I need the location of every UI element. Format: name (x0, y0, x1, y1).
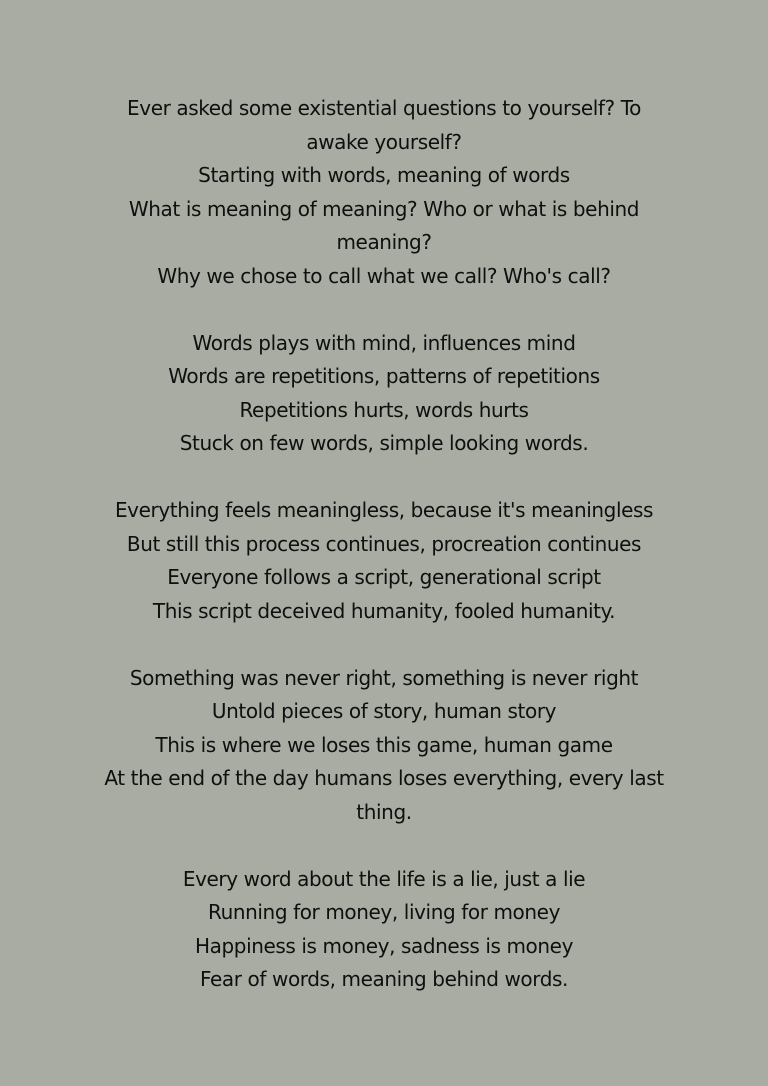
poem-line: Why we chose to call what we call? Who's call? (157, 263, 611, 288)
stanza-1 (104, 92, 664, 293)
stanza-5 (104, 863, 664, 997)
stanza-3 (104, 494, 664, 628)
stanza-2 (104, 327, 664, 461)
poem-line: Every word about the life is a lie, just a lie (182, 866, 586, 891)
poem-line: This script deceived humanity, fooled humanity. (152, 598, 616, 623)
poem-line: This is where we loses this game, human game (155, 732, 613, 757)
poem-line: Happiness is money, sadness is money (194, 933, 574, 958)
stanza-4 (104, 662, 664, 830)
poem-line: At the end of the day humans loses everything, every last thing. (104, 766, 664, 824)
poem-line: Ever asked some existential questions to yourself? To awake yourself? (127, 96, 641, 154)
poem-line: But still this process continues, procreation continues (126, 531, 642, 556)
poem-line: Stuck on few words, simple looking words. (179, 431, 589, 455)
poem-line: Running for money, living for money (207, 900, 561, 924)
poem-line: Something was never right, something is never right (129, 665, 639, 690)
poem-line: Untold pieces of story, human story (211, 699, 557, 723)
poem-line: Words are repetitions, patterns of repetitions (168, 364, 600, 388)
poem-line: What is meaning of meaning? Who or what is behind meaning? (128, 196, 640, 254)
poem-line: Starting with words, meaning of words (198, 163, 570, 187)
poem-line: Words plays with mind, influences mind (192, 330, 576, 355)
poem-line: Fear of words, meaning behind words. (200, 967, 568, 991)
poem-line: Everything feels meaningless, because it's meaningless (114, 498, 654, 522)
poem-body (104, 92, 664, 997)
poem-line: Repetitions hurts, words hurts (239, 397, 529, 422)
poem-line: Everyone follows a script, generational script (167, 565, 601, 589)
